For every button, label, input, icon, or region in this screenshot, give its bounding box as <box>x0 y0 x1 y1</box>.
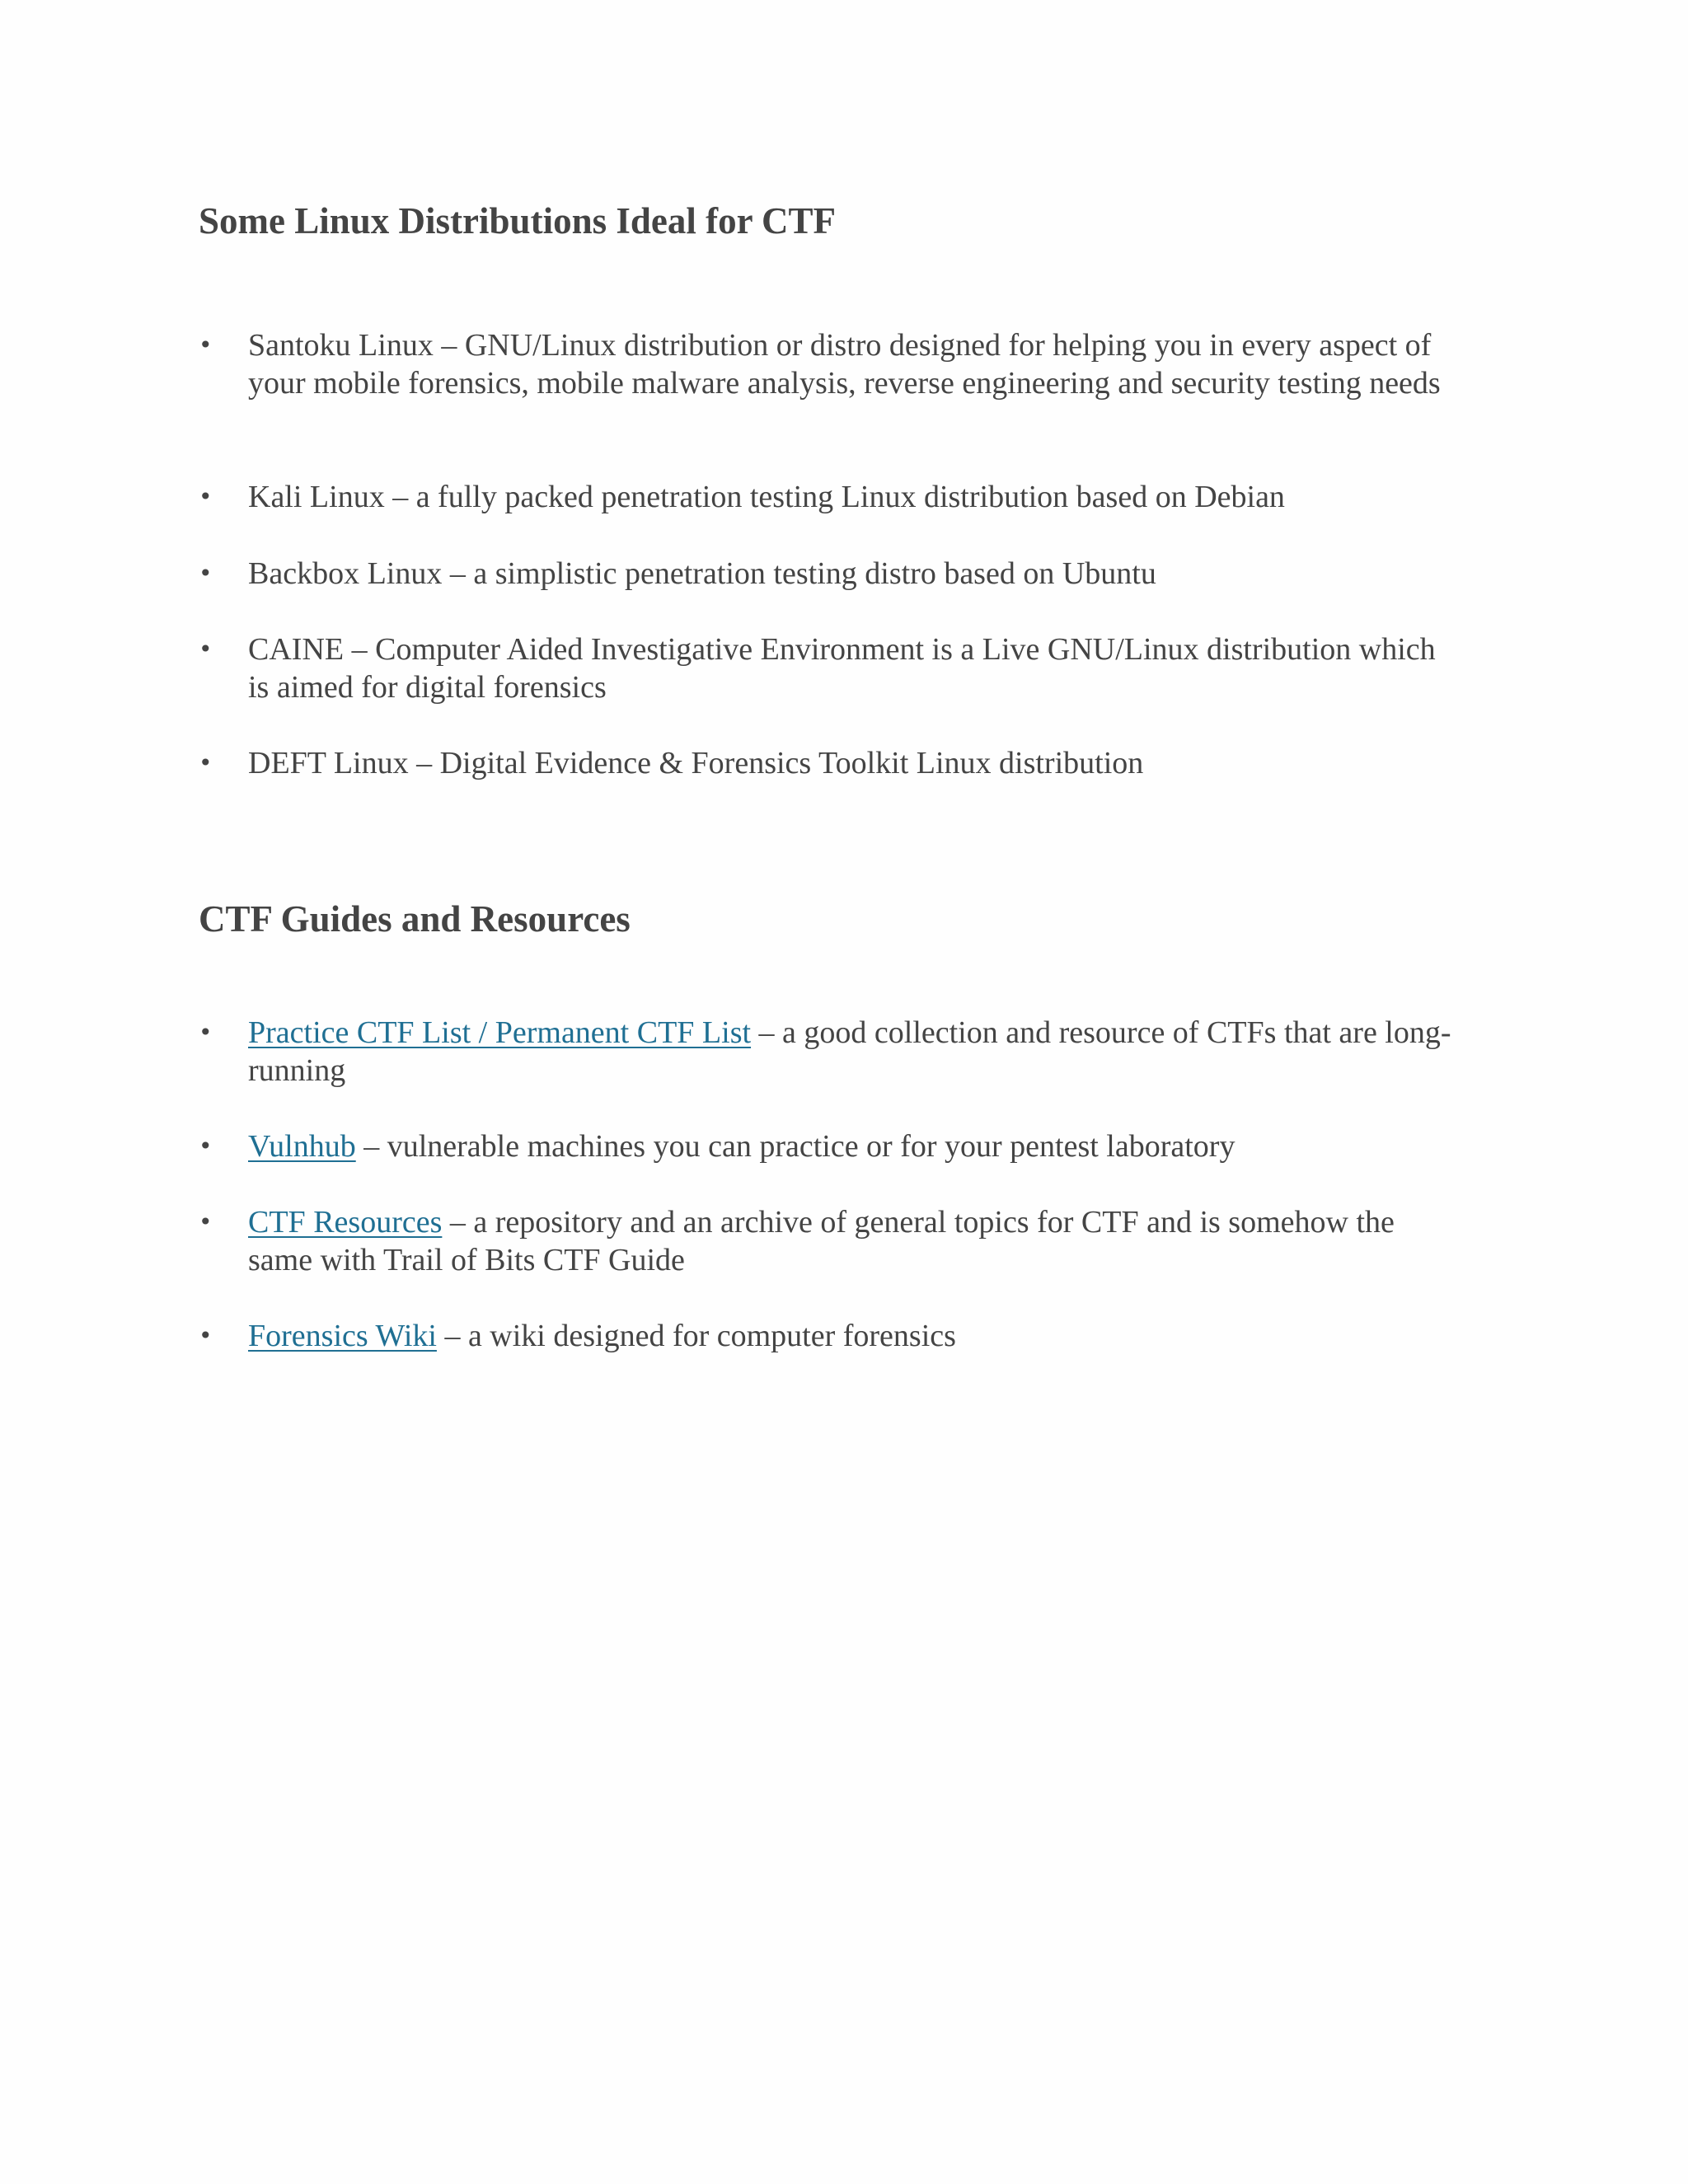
list-item-text: CAINE – Computer Aided Investigative Environment is a Live GNU/Linux distribution which is aimed for digital forensics <box>248 632 1436 705</box>
list-item-text <box>248 1203 1451 1279</box>
bullet-icon: • <box>199 483 213 510</box>
bullet-icon: • <box>199 331 213 359</box>
list-item-text <box>248 1127 1451 1165</box>
bullet-icon: • <box>199 1132 213 1160</box>
list-item-text: Kali Linux – a fully packed penetration testing Linux distribution based on Debian <box>248 480 1285 514</box>
list-item-description: – a good collection and resource of CTFs that are long-running <box>248 1015 1451 1088</box>
bullet-icon: • <box>199 1019 213 1046</box>
bullet-icon: • <box>199 749 213 776</box>
section-heading-linux-distributions: Some Linux Distributions Ideal for CTF <box>199 200 837 241</box>
list-item-description: – a wiki designed for computer forensics <box>436 1319 956 1353</box>
list-item-text: Santoku Linux – GNU/Linux distribution or distro designed for helping you in every aspect of your mobile forensics, mobile malware analysis, reverse engineering and security testing needs <box>248 328 1441 401</box>
section-heading-ctf-guides: CTF Guides and Resources <box>199 898 631 940</box>
list-item-description: – a repository and an archive of general topics for CTF and is somehow the same with Trail of Bits CTF Guide <box>248 1205 1395 1277</box>
forensics-wiki-link[interactable]: Forensics Wiki <box>248 1319 437 1353</box>
ctf-resources-link[interactable]: CTF Resources <box>248 1205 443 1240</box>
list-item-description: – vulnerable machines you can practice or for your pentest laboratory <box>355 1129 1236 1164</box>
list-item-text: DEFT Linux – Digital Evidence & Forensics Toolkit Linux distribution <box>248 746 1144 780</box>
vulnhub-link[interactable]: Vulnhub <box>248 1129 356 1164</box>
bullet-icon: • <box>199 560 213 587</box>
bullet-icon: • <box>199 1208 213 1235</box>
list-item-text <box>248 1317 1451 1355</box>
bullet-icon: • <box>199 1322 213 1349</box>
practice-ctf-list-link[interactable]: Practice CTF List / Permanent CTF List <box>248 1015 752 1050</box>
list-item-text: Backbox Linux – a simplistic penetration testing distro based on Ubuntu <box>248 556 1156 591</box>
bullet-icon: • <box>199 635 213 663</box>
list-item-text <box>248 1014 1451 1090</box>
